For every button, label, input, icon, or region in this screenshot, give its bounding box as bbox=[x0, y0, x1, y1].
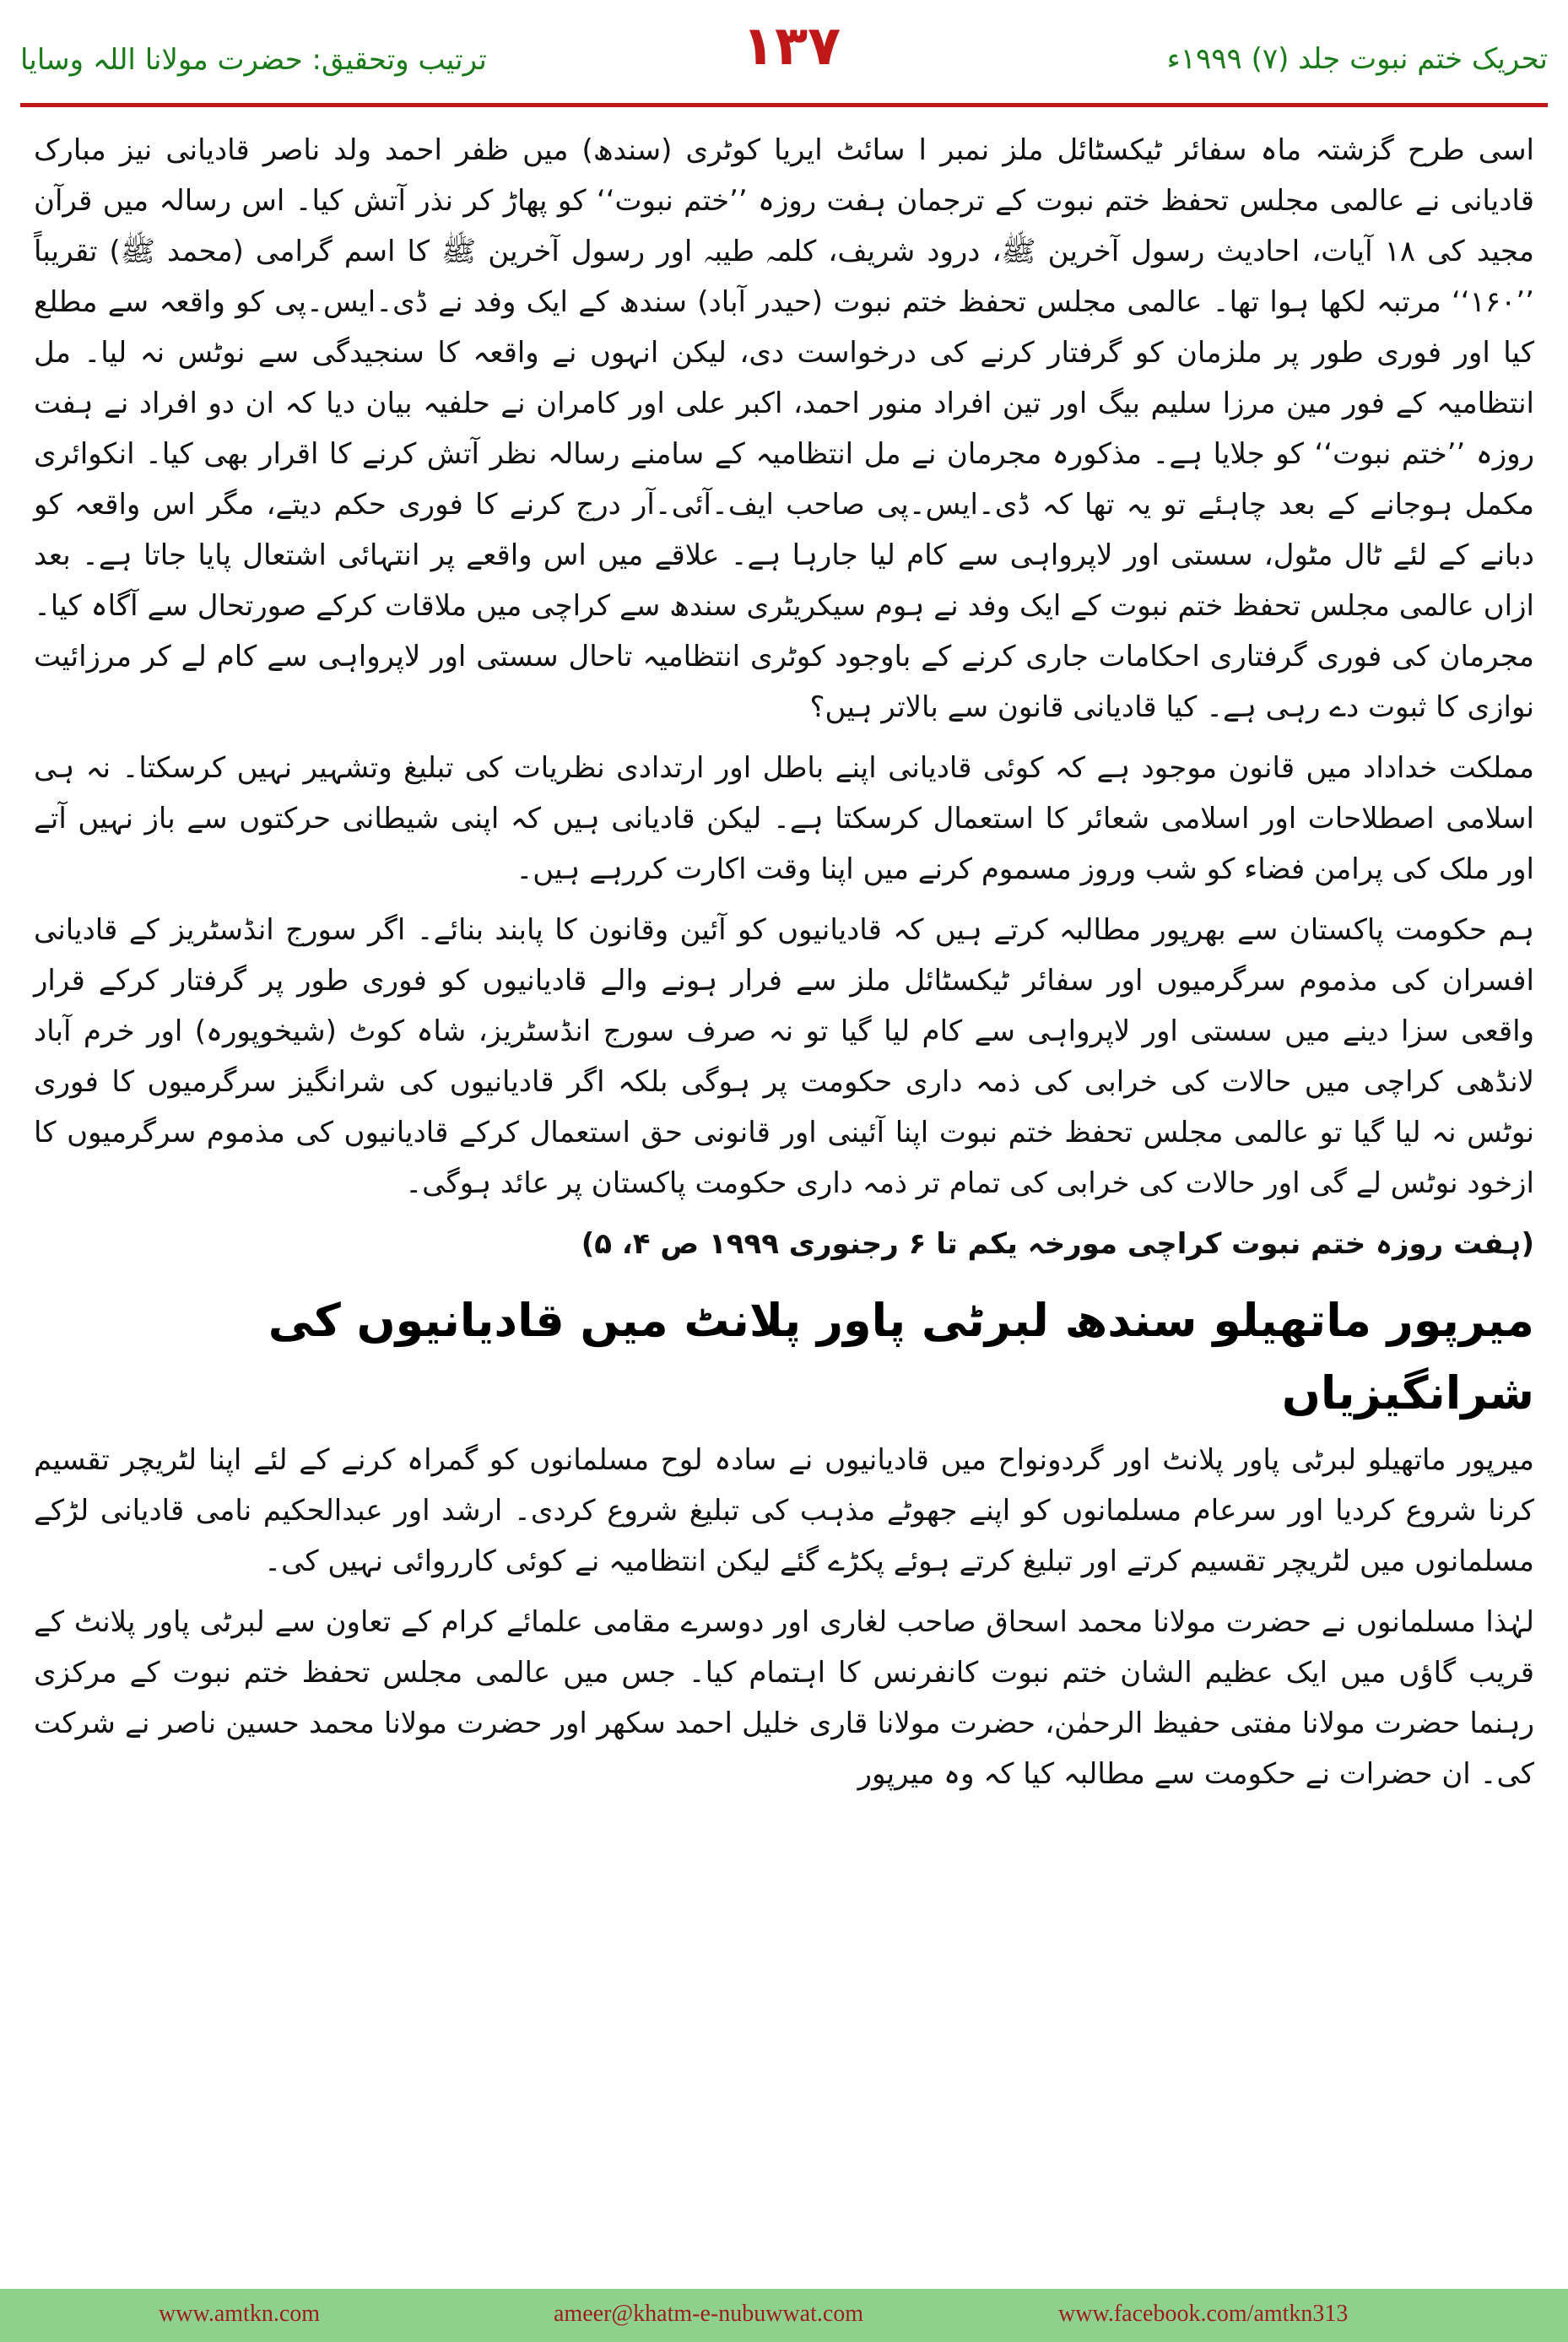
section-heading: میرپور ماتھیلو سندھ لبرٹی پاور پلانٹ میں قادیانیوں کی شرانگیزیاں bbox=[268, 1294, 1534, 1420]
source-citation: (ہفت روزہ ختم نبوت کراچی مورخہ یکم تا ۶ رجنوری ۱۹۹۹ ص ۴، ۵) bbox=[581, 1227, 1534, 1261]
header-compiler-credit: ترتیب وتحقیق: حضرت مولانا اللہ وسایا bbox=[20, 43, 487, 77]
page-header bbox=[0, 0, 1568, 110]
header-divider bbox=[20, 103, 1548, 107]
body-paragraph: مملکت خداداد میں قانون موجود ہے کہ کوئی قادیانی اپنے باطل اور ارتدادی نظریات کی تبلیغ وتشہیر نہیں کرسکتا۔ نہ ہی اسلامی اصطلاحات اور اسلامی شعائر کا استعمال کرسکتا ہے۔ لیکن قادیانی ہیں کہ اپنی شیطانی حرکتوں سے باز نہیں آتے اور ملک کی پرامن فضاء کو شب وروز مسموم کرنے میں اپنا وقت اکارت کررہے ہیں۔ bbox=[34, 751, 1534, 886]
section-paragraph: میرپور ماتھیلو لبرٹی پاور پلانٹ اور گردونواح میں قادیانیوں نے سادہ لوح مسلمانوں کو گمراہ کرنے کے لئے اپنا لٹریچر تقسیم کرنا شروع کردیا اور سرعام مسلمانوں کو اپنے جھوٹے مذہب کی تبلیغ شروع کردی۔ ارشد اور عبدالحکیم نامی قادیانی لڑکے مسلمانوں میں لٹریچر تقسیم کرتے اور تبلیغ کرتے ہوئے پکڑے گئے لیکن انتظامیہ نے کوئی کارروائی نہیں کی۔ bbox=[34, 1443, 1534, 1578]
page-number: ۱۳۷ bbox=[742, 15, 841, 78]
footer-email-link[interactable]: ameer@khatm-e-nubuwwat.com bbox=[554, 2301, 864, 2327]
page-body bbox=[34, 125, 1534, 1809]
footer-facebook-link[interactable]: www.facebook.com/amtkn313 bbox=[1058, 2301, 1349, 2327]
body-paragraph: اسی طرح گزشتہ ماہ سفائر ٹیکسٹائل ملز نمبر ا سائٹ ایریا کوٹری (سندھ) میں ظفر احمد ولد ناصر قادیانی نیز مبارک قادیانی نے عالمی مجلس تحفظ ختم نبوت کے ترجمان ہفت روزہ ’’ختم نبوت‘‘ کو پھاڑ کر نذر آتش کیا۔ اس رسالہ میں قرآن مجید کی ۱۸ آیات، احادیث رسول آخرین ﷺ، درود شریف، کلمہ طیبہ اور رسول آخرین ﷺ کا اسم گرامی (محمد ﷺ) تقریباً ’’۱۶۰‘‘ مرتبہ لکھا ہوا تھا۔ عالمی مجلس تحفظ ختم نبوت (حیدر آباد) سندھ کے ایک وفد نے ڈی۔ایس۔پی کو واقعہ سے مطلع کیا اور فوری طور پر ملزمان کو گرفتار کرنے کی درخواست دی، لیکن انہوں نے واقعہ کا سنجیدگی سے نوٹس نہ لیا۔ مل انتظامیہ کے فور مین مرزا سلیم بیگ اور تین افراد منور احمد، اکبر علی اور کامران نے حلفیہ بیان دیا کہ ان دو افراد نے ہفت روزہ ’’ختم نبوت‘‘ کو جلایا ہے۔ مذکورہ مجرمان نے مل انتظامیہ کے سامنے رسالہ نظر آتش کرنے کا اقرار بھی کیا۔ انکوائری مکمل ہوجانے کے بعد چاہئے تو یہ تھا کہ ڈی۔ایس۔پی صاحب ایف۔آئی۔آر درج کرنے کا فوری حکم دیتے، مگر اس واقعہ کو دبانے کے لئے ٹال مٹول، سستی اور لاپرواہی سے کام لیا جارہا ہے۔ علاقے میں اس واقعے پر انتہائی اشتعال پایا جاتا ہے۔ بعد ازاں عالمی مجلس تحفظ ختم نبوت کے ایک وفد نے ہوم سیکریٹری سندھ سے کراچی میں ملاقات کرکے صورتحال سے آگاہ کیا۔ مجرمان کی فوری گرفتاری احکامات جاری کرنے کے باوجود کوٹری انتظامیہ تاحال سستی اور لاپرواہی سے کام لے کر مرزائیت نوازی کا ثبوت دے رہی ہے۔ کیا قادیانی قانون سے بالاتر ہیں؟ bbox=[34, 133, 1535, 724]
body-paragraph: ہم حکومت پاکستان سے بھرپور مطالبہ کرتے ہیں کہ قادیانیوں کو آئین وقانون کا پابند بنائے۔ اگر سورج انڈسٹریز کے قادیانی افسران کی مذموم سرگرمیوں اور سفائر ٹیکسٹائل ملز سے فرار ہونے والے قادیانیوں کو فوری طور پر گرفتار کرکے قرار واقعی سزا دینے میں سستی اور لاپرواہی سے کام لیا گیا تو نہ صرف سورج انڈسٹریز، شاہ کوٹ (شیخوپورہ) اور خرم آباد لانڈھی کراچی میں حالات کی خرابی کی ذمہ داری حکومت پر ہوگی بلکہ اگر قادیانیوں کی شرانگیز سرگرمیوں کا فوری نوٹس نہ لیا گیا تو عالمی مجلس تحفظ ختم نبوت اپنا آئینی اور قانونی حق استعمال کرکے قادیانیوں کی مذموم سرگرمیوں کا ازخود نوٹس لے گی اور حالات کی خرابی کی تمام تر ذمہ داری حکومت پاکستان پر عائد ہوگی۔ bbox=[34, 913, 1534, 1200]
page-footer bbox=[0, 2289, 1568, 2342]
footer-website-link[interactable]: www.amtkn.com bbox=[159, 2301, 321, 2327]
header-book-title: تحریک ختم نبوت جلد (۷) ۱۹۹۹ء bbox=[1166, 42, 1548, 76]
section-paragraph: لہٰذا مسلمانوں نے حضرت مولانا محمد اسحاق صاحب لغاری اور دوسرے مقامی علمائے کرام کے تعاون سے لبرٹی پاور پلانٹ کے قریب گاؤں میں ایک عظیم الشان ختم نبوت کانفرنس کا اہتمام کیا۔ جس میں عالمی مجلس تحفظ ختم نبوت کے مرکزی رہنما حضرت مولانا مفتی حفیظ الرحمٰن، حضرت مولانا قاری خلیل احمد سکھر اور حضرت مولانا محمد حسین ناصر نے شرکت کی۔ ان حضرات نے حکومت سے مطالبہ کیا کہ وہ میرپور bbox=[34, 1605, 1534, 1791]
